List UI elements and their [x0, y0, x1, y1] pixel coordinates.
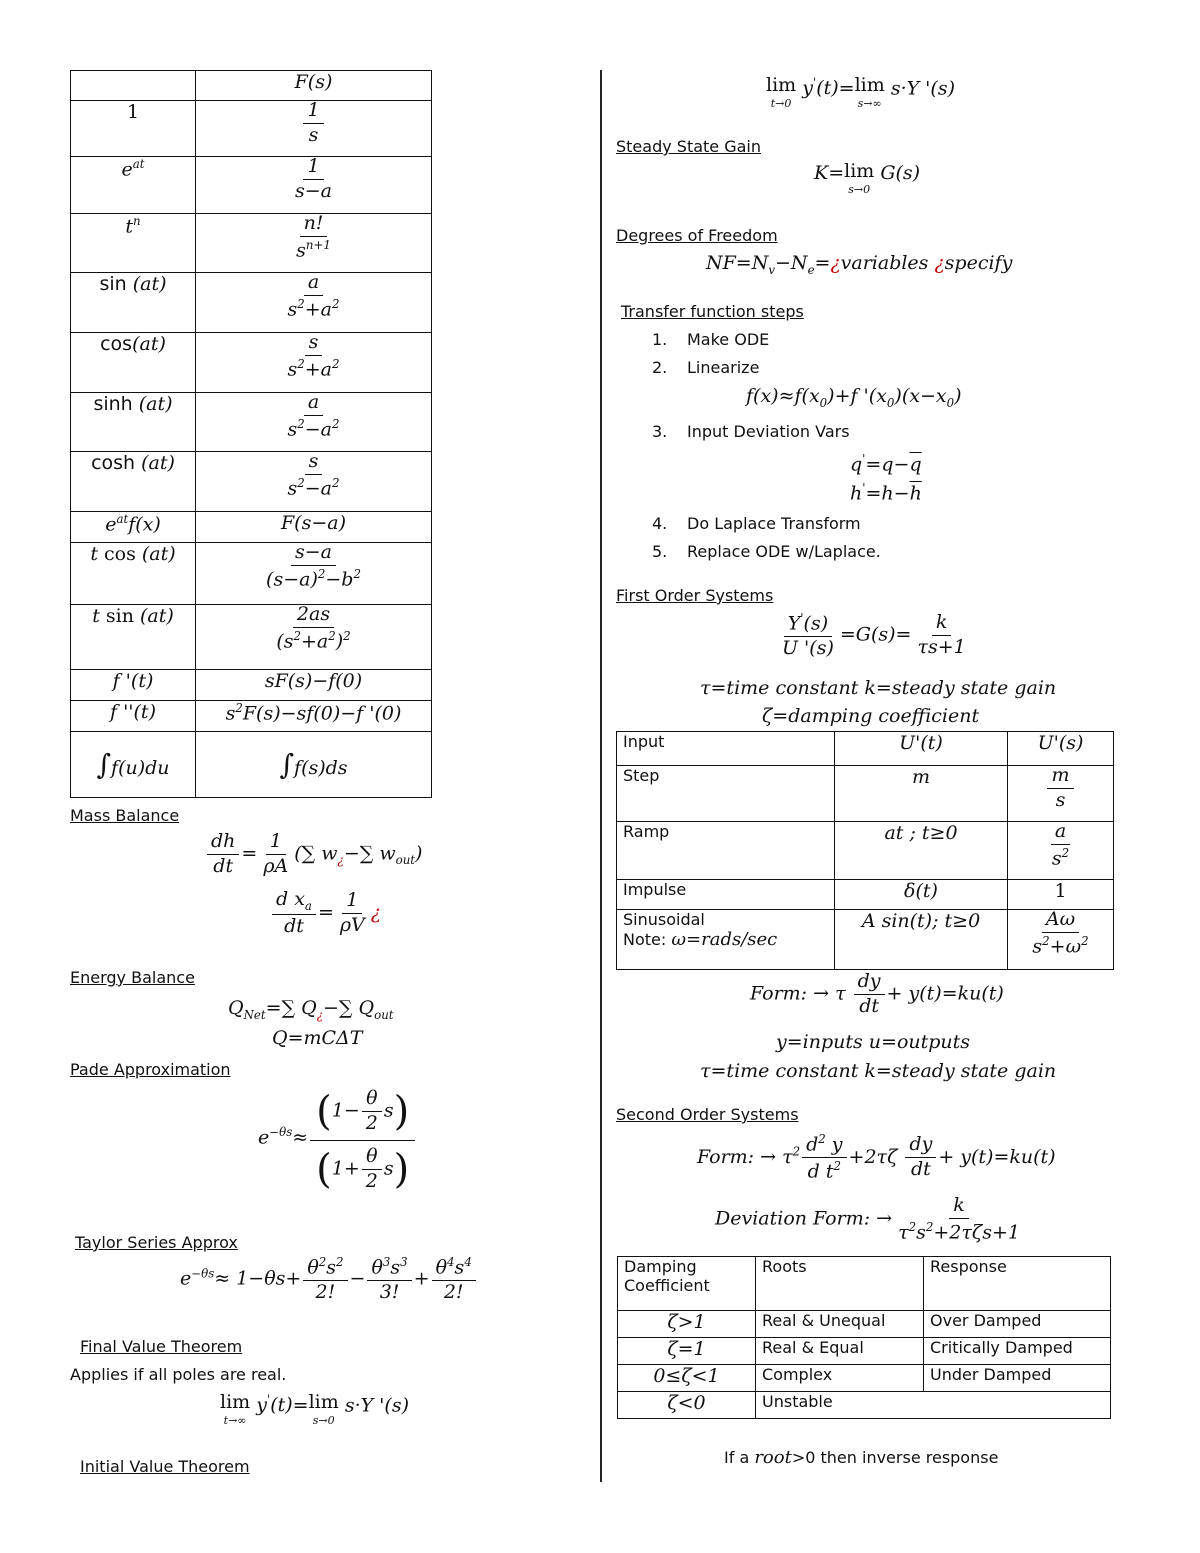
energy-balance-heading: Energy Balance: [70, 968, 195, 987]
table-row: f ''(t) $s^2F(s)-sf(0)-f$ '(0): [71, 701, 432, 732]
dof-eq: $NF=N_v-N_e=¿variables$ ¿specify: [706, 252, 1013, 277]
second-order-form-eq: Form: → $\tau^2$ $\frac{d^2 y}{d t^2}$ +2τζ $\frac{dy}{dt}$ + y(t)=ku(t): [697, 1132, 1056, 1183]
table-row: t sin (at) $\frac{2as}{(s^2+a^2)^2}$: [71, 605, 432, 670]
step-number: 5.: [652, 542, 668, 561]
step-laplace: Do Laplace Transform: [687, 514, 861, 533]
first-order-tf-eq: $\frac{Y'(s)}{U '(s)}$ =G(s)= $\frac{k}{\tau s+1}$: [782, 611, 966, 660]
damping-header: Damping Coefficient: [618, 1257, 756, 1311]
table-row: Step m $\frac{m}{s}$: [617, 766, 1114, 822]
step-linearize: Linearize: [687, 358, 760, 377]
laplace-table: [70, 70, 432, 798]
pade-eq: $e^{-\theta s}\approx$ (1− $\frac{\theta}{2}$ s) (1+ $\frac{\theta}{2}$ s): [258, 1085, 417, 1192]
table-row: 1 $\frac{1}{s}$: [71, 101, 432, 157]
steady-state-gain-heading: Steady State Gain: [616, 137, 762, 156]
step-number: 4.: [652, 514, 668, 533]
transfer-steps-heading: Transfer function steps: [621, 302, 804, 321]
response-header: Response: [924, 1257, 1111, 1311]
table-row: 0≤ζ<1 Complex Under Damped: [618, 1365, 1111, 1392]
roots-header: Roots: [756, 1257, 924, 1311]
first-order-tau-def: τ=time constant k=steady state gain: [700, 677, 1057, 699]
final-value-eq: lim t→∞ y'(t)=lim s→0 s·Y '(s): [220, 1391, 409, 1427]
laplace-header-empty: [71, 71, 196, 101]
table-row: ζ>1 Real & Unequal Over Damped: [618, 1311, 1111, 1338]
table-row: Impulse δ(t) 1: [617, 880, 1114, 910]
table-row: Ramp at ; t≥0 $\frac{a}{s^2}$: [617, 822, 1114, 880]
input-header-us: U'(s): [1008, 732, 1114, 766]
deviation-form-eq: Deviation Form: → $\frac{k}{\tau^2s^2+2\tau\zeta s+1}$: [715, 1194, 1020, 1244]
energy-balance-eq2: Q=mCΔT: [272, 1027, 363, 1049]
io-def: y=inputs u=outputs: [776, 1031, 971, 1053]
dof-heading: Degrees of Freedom: [616, 226, 778, 245]
final-value-note: Applies if all poles are real.: [70, 1365, 287, 1384]
table-row: $e^{at}$ $\frac{1}{s-a}$: [71, 157, 432, 214]
table-row: ∫f(u)du ∫f(s)ds: [71, 732, 432, 798]
mass-balance-eq1: $\frac{dh}{dt}$ = $\frac{1}{\rho A}$ (∑ $w_¿-\sum$ $w_{out}$): [205, 832, 422, 877]
step-deviation-vars: Input Deviation Vars: [687, 422, 850, 441]
initial-value-eq: lim t→0 y'(t)=lim s→∞ s·Y '(s): [766, 74, 955, 110]
table-row: sin (at) $\frac{a}{s^2+a^2}$: [71, 273, 432, 333]
mass-balance-eq2: $\frac{d x_a}{dt}$ = $\frac{1}{\rho V}$ ¿: [270, 890, 381, 937]
step-number: 3.: [652, 422, 668, 441]
linearize-eq: $f(x)\approx f(x_0)+f$ '$(x_0)(x-x_0)$: [746, 385, 962, 410]
initial-value-heading: Initial Value Theorem: [80, 1457, 250, 1476]
taylor-eq: $e^{-\theta s}\approx 1-\theta s+$ $\frac{\theta^2s^2}{2!}$ − $\frac{\theta^3s^3}{3!}$ + $\frac{\theta^4s^4}{2!}$: [180, 1256, 478, 1303]
pade-heading: Pade Approximation: [70, 1060, 231, 1079]
damping-table: [617, 1256, 1111, 1419]
table-row: cosh (at) $\frac{s}{s^2-a^2}$: [71, 452, 432, 512]
table-row: ζ=1 Real & Equal Critically Damped: [618, 1338, 1111, 1365]
taylor-heading: Taylor Series Approx: [75, 1233, 238, 1252]
table-row: ζ<0 Unstable: [618, 1392, 1111, 1419]
column-divider: [600, 70, 602, 1482]
second-order-heading: Second Order Systems: [616, 1105, 799, 1124]
deviation-q-eq: $q'=q-\overline{q}$: [850, 452, 922, 476]
input-header-ut: U'(t): [835, 732, 1008, 766]
table-row: sinh (at) $\frac{a}{s^2-a^2}$: [71, 393, 432, 452]
step-number: 1.: [652, 330, 668, 349]
input-header: Input: [617, 732, 835, 766]
first-order-tau-def2: τ=time constant k=steady state gain: [700, 1060, 1057, 1082]
table-row: cos(at) $\frac{s}{s^2+a^2}$: [71, 333, 432, 393]
mass-balance-heading: Mass Balance: [70, 806, 180, 825]
step-replace-ode: Replace ODE w/Laplace.: [687, 542, 881, 561]
table-row: Sinusoidal Note: ω=rads/sec A sin(t); t≥0 $\frac{A\omega}{s^2+\omega^2}$: [617, 910, 1114, 970]
first-order-zeta-def: ζ=damping coefficient: [762, 705, 980, 727]
table-row: $t^n$ $\frac{n!}{s^{n+1}}$: [71, 214, 432, 273]
table-row: $e^{at}f(x)$ F(s−a): [71, 512, 432, 543]
laplace-header-fs: F(s): [196, 71, 432, 101]
table-row: f '(t) sF(s)−f(0): [71, 670, 432, 701]
deviation-h-eq: $h'=h-\overline{h}$: [850, 481, 922, 505]
energy-balance-eq1: $Q_{Net}=\sum$ $Q_¿-\sum$ $Q_{out}$: [228, 997, 394, 1022]
steady-state-gain-eq: K=lim s→0 G(s): [814, 160, 921, 196]
inverse-response-note: If a root>0 then inverse response: [724, 1447, 999, 1468]
final-value-heading: Final Value Theorem: [80, 1337, 243, 1356]
input-table: [616, 731, 1114, 970]
first-order-heading: First Order Systems: [616, 586, 774, 605]
step-make-ode: Make ODE: [687, 330, 770, 349]
step-number: 2.: [652, 358, 668, 377]
first-order-form-eq: Form: → τ $\frac{dy}{dt}$ + y(t)=ku(t): [750, 970, 1004, 1017]
table-row: t cos (at) $\frac{s-a}{(s-a)^2-b^2}$: [71, 543, 432, 605]
